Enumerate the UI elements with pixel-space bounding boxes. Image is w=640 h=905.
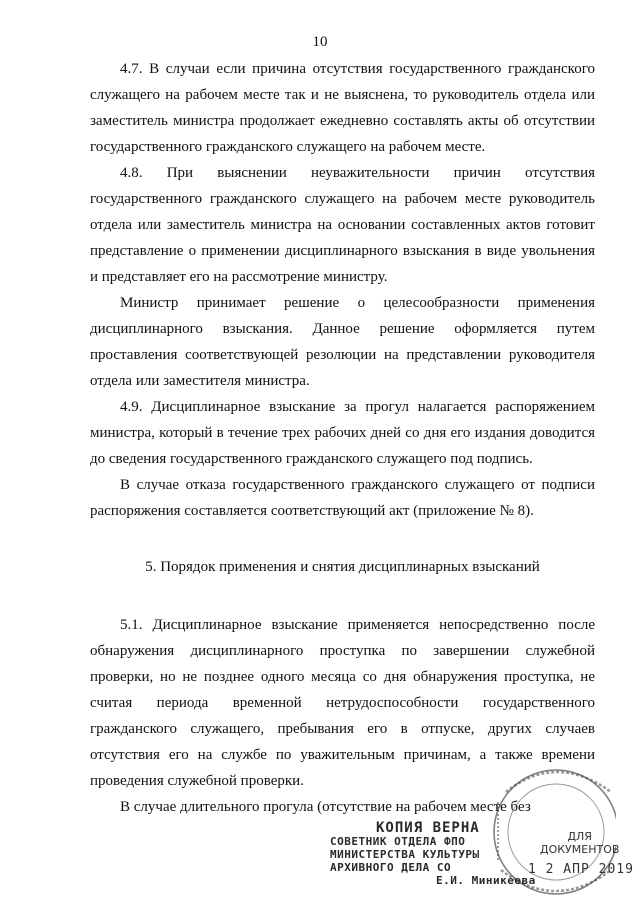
- paragraph-refusal: В случае отказа государственного гражданского служащего от подписи распоряжения составляется соответствующий акт (приложение № 8).: [90, 477, 595, 519]
- paragraph-5-1: 5.1. Дисциплинарное взыскание применяется непосредственно после обнаружения дисциплинарного проступка по завершении служебной проверки, но не позднее одного месяца со дня обнаружения проступка, не считая периода временной нетрудоспособности государственного гражданского служащего, пребывания его в отпуске, других случаев отсутствия его на службе по уважительным причинам, а также времени проведения служебной проверки.: [90, 617, 595, 789]
- certified-copy-stamp: [330, 822, 536, 887]
- stamp-signer: Е.И. Миникеева: [436, 874, 536, 887]
- stamp-date: 1 2 АПР 2019: [528, 862, 634, 877]
- page-number: 10: [312, 34, 328, 50]
- paragraph-4-7: 4.7. В случаи если причина отсутствия государственного гражданского служащего на рабочем месте так и не выяснена, то руководитель отдела или заместитель министра продолжает ежедневно составлять акты об отсутствии государственного гражданского служащего на рабочем месте.: [90, 61, 595, 155]
- section-5-heading: 5. Порядок применения и снятия дисциплинарных взысканий: [145, 559, 540, 575]
- paragraph-minister-decision: Министр принимает решение о целесообразности применения дисциплинарного взыскания. Данное решение оформляется путем проставления соответствующей резолюции на представлении руководителя отдела или заместителя министра.: [90, 295, 595, 389]
- stamp-documents: [540, 830, 619, 856]
- stamp-title: КОПИЯ ВЕРНА: [376, 820, 480, 836]
- stamp-line-3: АРХИВНОГО ДЕЛА СО: [330, 861, 452, 874]
- stamp-right-line-1: ДЛЯ: [567, 830, 592, 843]
- stamp-line-2: МИНИСТЕРСТВА КУЛЬТУРЫ: [330, 848, 480, 861]
- document-body: [90, 56, 595, 820]
- paragraph-4-9: 4.9. Дисциплинарное взыскание за прогул налагается распоряжением министра, который в течение трех рабочих дней со дня его издания доводится до сведения государственного гражданского служащего под подпись.: [90, 399, 595, 467]
- paragraph-4-8: 4.8. При выяснении неуважительности причин отсутствия государственного гражданского служащего на рабочем месте руководитель отдела или заместитель министра на основании составленных актов готовит представление о применении дисциплинарного взыскания в виде увольнения и представляет его на рассмотрение министру.: [90, 165, 595, 285]
- stamp-right-line-2: ДОКУМЕНТОВ: [540, 843, 620, 856]
- paragraph-long-absence: В случае длительного прогула (отсутствие на рабочем месте без: [120, 799, 531, 815]
- stamp-line-1: СОВЕТНИК ОТДЕЛА ФПО: [330, 835, 466, 848]
